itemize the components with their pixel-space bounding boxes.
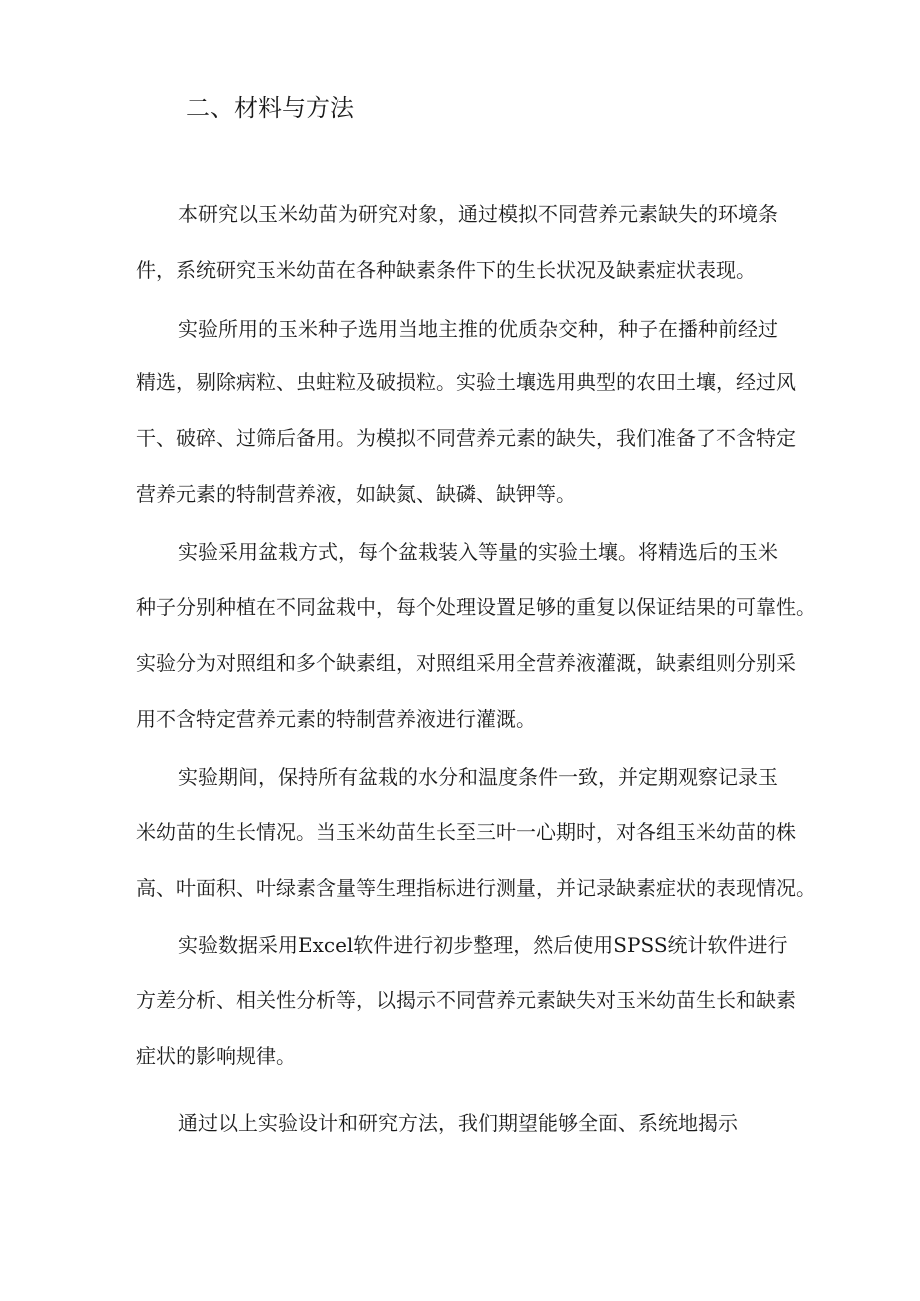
paragraph-line: 种子分别种植在不同盆栽中，每个处理设置足够的重复以保证结果的可靠性。 (136, 595, 816, 619)
paragraph-line: 症状的影响规律。 (136, 1044, 296, 1068)
paragraph-line: 米幼苗的生长情况。当玉米幼苗生长至三叶一心期时，对各组玉米幼苗的株 (136, 820, 796, 844)
paragraph-line: 实验采用盆栽方式，每个盆栽装入等量的实验土壤。将精选后的玉米 (178, 540, 778, 564)
paragraph-line: 通过以上实验设计和研究方法，我们期望能够全面、系统地揭示 (178, 1111, 738, 1135)
paragraph-line: 实验分为对照组和多个缺素组，对照组采用全营养液灌溉，缺素组则分别采 (136, 651, 796, 675)
paragraph-line: 干、破碎、过筛后备用。为模拟不同营养元素的缺失，我们准备了不含特定 (136, 426, 796, 450)
section-heading: 二、材料与方法 (186, 94, 354, 122)
paragraph-line: 用不含特定营养元素的特制营养液进行灌溉。 (136, 707, 536, 731)
paragraph-line: 高、叶面积、叶绿素含量等生理指标进行测量，并记录缺素症状的表现情况。 (136, 876, 816, 900)
paragraph-line: 方差分析、相关性分析等，以揭示不同营养元素缺失对玉米幼苗生长和缺素 (136, 988, 796, 1012)
paragraph-line: 件，系统研究玉米幼苗在各种缺素条件下的生长状况及缺素症状表现。 (136, 258, 756, 282)
paragraph-line: 本研究以玉米幼苗为研究对象，通过模拟不同营养元素缺失的环境条 (178, 202, 778, 226)
paragraph-line: 实验所用的玉米种子选用当地主推的优质杂交种，种子在播种前经过 (178, 317, 778, 341)
paragraph-line: 实验数据采用Excel软件进行初步整理，然后使用SPSS统计软件进行 (178, 933, 788, 957)
paragraph-line: 实验期间，保持所有盆栽的水分和温度条件一致，并定期观察记录玉 (178, 765, 778, 789)
paragraph-line: 精选，剔除病粒、虫蛀粒及破损粒。实验土壤选用典型的农田土壤，经过风 (136, 370, 796, 394)
paragraph-line: 营养元素的特制营养液，如缺氮、缺磷、缺钾等。 (136, 482, 576, 506)
